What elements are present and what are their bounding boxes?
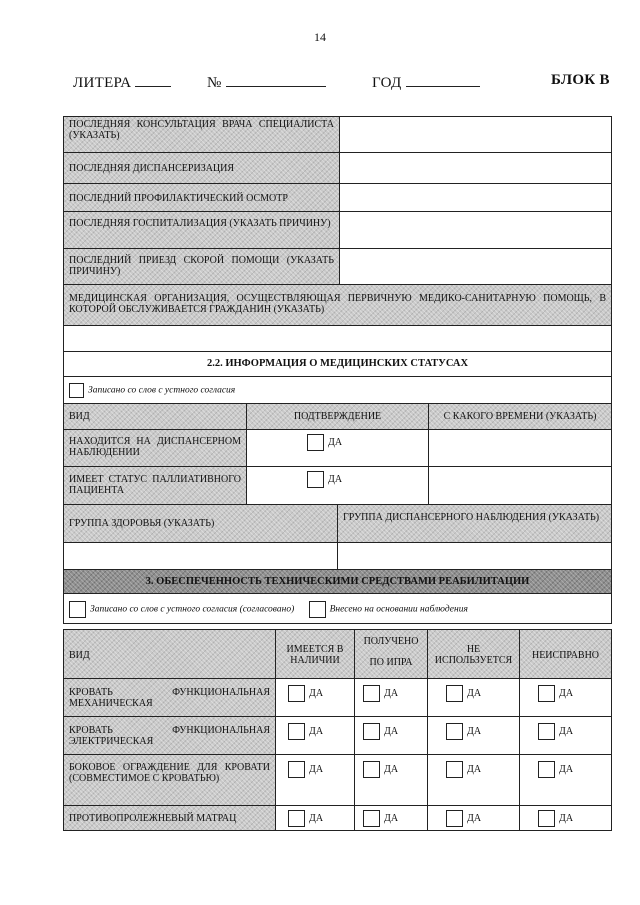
dispensary-observation-label: НАХОДИТСЯ НА ДИСПАНСЕРНОМ НАБЛЮДЕНИИ: [63, 429, 247, 467]
statuses-consent-checkbox[interactable]: [69, 383, 84, 398]
rehab-row-electric-bed-received: [354, 716, 428, 755]
rehab-consent-row: [63, 593, 612, 624]
dispensary-observation-confirm: [246, 429, 429, 467]
last-ambulance-input[interactable]: [339, 248, 612, 285]
number-label: №: [207, 75, 222, 91]
year-input-line[interactable]: [406, 72, 480, 87]
last-consultation-label: ПОСЛЕДНЯЯ КОНСУЛЬТАЦИЯ ВРАЧА СПЕЦИАЛИСТА (УКАЗАТЬ): [63, 116, 340, 153]
rehab-row-mattress-available: [275, 805, 355, 831]
yes-label: ДА: [328, 473, 343, 485]
rehab-header-not-used: НЕ ИСПОЛЬЗУЕТСЯ: [427, 629, 520, 679]
yes-label: ДА: [559, 725, 574, 737]
rehab-row-mattress-label: ПРОТИВОПРОЛЕЖНЕВЫЙ МАТРАЦ: [63, 805, 276, 831]
statuses-header-type: ВИД: [63, 403, 247, 430]
litera-field[interactable]: [73, 72, 171, 92]
statuses-section-title: 2.2. ИНФОРМАЦИЯ О МЕДИЦИНСКИХ СТАТУСАХ: [63, 351, 612, 377]
rehab-row-side-rail-label: БОКОВОЕ ОГРАЖДЕНИЕ ДЛЯ КРОВАТИ (СОВМЕСТИМОЕ С КРОВАТЬЮ): [63, 754, 276, 806]
rehab-header-received-sub: ПО ИПРА: [369, 657, 413, 668]
rehab-row-mattress-not-used: [427, 805, 520, 831]
rehab-row-mattress-broken: [519, 805, 612, 831]
yes-label: ДА: [328, 436, 343, 448]
received-checkbox[interactable]: [363, 810, 380, 827]
rehab-row-mechanical-bed-broken: [519, 678, 612, 717]
rehab-row-side-rail-available: [275, 754, 355, 806]
not-used-checkbox[interactable]: [446, 761, 463, 778]
yes-label: ДА: [384, 812, 399, 824]
palliative-status-since-input[interactable]: [428, 466, 612, 505]
medical-organization-label: МЕДИЦИНСКАЯ ОРГАНИЗАЦИЯ, ОСУЩЕСТВЛЯЮЩАЯ ПЕРВИЧНУЮ МЕДИКО-САНИТАРНУЮ ПОМОЩЬ, В КОТОРОЙ ОБСЛУЖИВАЕТСЯ ГРАЖДАНИН (УКАЗАТЬ): [63, 284, 612, 326]
not-used-checkbox[interactable]: [446, 685, 463, 702]
not-used-checkbox[interactable]: [446, 810, 463, 827]
year-field[interactable]: [372, 72, 480, 92]
rehab-row-side-rail-broken: [519, 754, 612, 806]
last-checkup-input[interactable]: [339, 183, 612, 212]
yes-label: ДА: [467, 725, 482, 737]
rehab-row-mechanical-bed-received: [354, 678, 428, 717]
rehab-row-mechanical-bed-label: КРОВАТЬ ФУНКЦИОНАЛЬНАЯ МЕХАНИЧЕСКАЯ: [63, 678, 276, 717]
medical-organization-input[interactable]: [63, 325, 612, 352]
rehab-row-side-rail-not-used: [427, 754, 520, 806]
rehab-row-mechanical-bed-available: [275, 678, 355, 717]
rehab-consent-oral-label: Записано со слов с устного согласия (согласовано): [90, 604, 295, 615]
dispensary-observation-checkbox[interactable]: [307, 434, 324, 451]
yes-label: ДА: [559, 687, 574, 699]
block-label: БЛОК В: [551, 72, 610, 88]
statuses-header-since: С КАКОГО ВРЕМЕНИ (УКАЗАТЬ): [428, 403, 612, 430]
rehab-header-available: ИМЕЕТСЯ В НАЛИЧИИ: [275, 629, 355, 679]
rehab-consent-observation-label: Внесено на основании наблюдения: [329, 604, 468, 615]
statuses-header-confirmation: ПОДТВЕРЖДЕНИЕ: [246, 403, 429, 430]
last-dispensary-label: ПОСЛЕДНЯЯ ДИСПАНСЕРИЗАЦИЯ: [63, 152, 340, 184]
yes-label: ДА: [384, 725, 399, 737]
litera-label: ЛИТЕРА: [73, 75, 132, 91]
statuses-consent-label: Записано со слов с устного согласия: [88, 385, 236, 396]
last-hospitalization-label: ПОСЛЕДНЯЯ ГОСПИТАЛИЗАЦИЯ (УКАЗАТЬ ПРИЧИНУ): [63, 211, 340, 249]
received-checkbox[interactable]: [363, 723, 380, 740]
yes-label: ДА: [309, 763, 324, 775]
yes-label: ДА: [309, 812, 324, 824]
yes-label: ДА: [309, 725, 324, 737]
broken-checkbox[interactable]: [538, 761, 555, 778]
last-hospitalization-input[interactable]: [339, 211, 612, 249]
last-ambulance-label: ПОСЛЕДНИЙ ПРИЕЗД СКОРОЙ ПОМОЩИ (УКАЗАТЬ ПРИЧИНУ): [63, 248, 340, 285]
dispensary-group-label: ГРУППА ДИСПАНСЕРНОГО НАБЛЮДЕНИЯ (УКАЗАТЬ): [337, 504, 612, 543]
rehab-consent-observation-checkbox[interactable]: [309, 601, 326, 618]
available-checkbox[interactable]: [288, 810, 305, 827]
rehab-row-mattress-received: [354, 805, 428, 831]
litera-input-line[interactable]: [135, 72, 171, 87]
yes-label: ДА: [384, 687, 399, 699]
statuses-consent-row: [63, 376, 612, 404]
received-checkbox[interactable]: [363, 685, 380, 702]
rehab-header-received: [354, 629, 428, 679]
yes-label: ДА: [309, 687, 324, 699]
health-group-label: ГРУППА ЗДОРОВЬЯ (УКАЗАТЬ): [63, 504, 338, 543]
rehab-header-broken: НЕИСПРАВНО: [519, 629, 612, 679]
available-checkbox[interactable]: [288, 723, 305, 740]
broken-checkbox[interactable]: [538, 685, 555, 702]
rehab-header-received-label: ПОЛУЧЕНО: [363, 636, 419, 647]
yes-label: ДА: [559, 812, 574, 824]
received-checkbox[interactable]: [363, 761, 380, 778]
rehab-section-title: 3. ОБЕСПЕЧЕННОСТЬ ТЕХНИЧЕСКИМИ СРЕДСТВАМИ РЕАБИЛИТАЦИИ: [63, 569, 612, 594]
health-group-input[interactable]: [63, 542, 338, 570]
last-consultation-input[interactable]: [339, 116, 612, 153]
palliative-status-confirm: [246, 466, 429, 505]
rehab-row-electric-bed-broken: [519, 716, 612, 755]
yes-label: ДА: [467, 687, 482, 699]
rehab-row-electric-bed-not-used: [427, 716, 520, 755]
number-input-line[interactable]: [226, 72, 326, 87]
rehab-header-type: ВИД: [63, 629, 276, 679]
rehab-row-electric-bed-available: [275, 716, 355, 755]
yes-label: ДА: [467, 763, 482, 775]
available-checkbox[interactable]: [288, 761, 305, 778]
page-number: 14: [314, 30, 326, 44]
dispensary-group-input[interactable]: [337, 542, 612, 570]
last-dispensary-input[interactable]: [339, 152, 612, 184]
rehab-consent-oral-checkbox[interactable]: [69, 601, 86, 618]
palliative-status-label: ИМЕЕТ СТАТУС ПАЛЛИАТИВНОГО ПАЦИЕНТА: [63, 466, 247, 505]
not-used-checkbox[interactable]: [446, 723, 463, 740]
broken-checkbox[interactable]: [538, 723, 555, 740]
broken-checkbox[interactable]: [538, 810, 555, 827]
year-label: ГОД: [372, 75, 402, 91]
rehab-row-side-rail-received: [354, 754, 428, 806]
last-checkup-label: ПОСЛЕДНИЙ ПРОФИЛАКТИЧЕСКИЙ ОСМОТР: [63, 183, 340, 212]
palliative-status-checkbox[interactable]: [307, 471, 324, 488]
available-checkbox[interactable]: [288, 685, 305, 702]
dispensary-observation-since-input[interactable]: [428, 429, 612, 467]
rehab-row-mechanical-bed-not-used: [427, 678, 520, 717]
number-field[interactable]: [207, 72, 326, 92]
yes-label: ДА: [467, 812, 482, 824]
rehab-row-electric-bed-label: КРОВАТЬ ФУНКЦИОНАЛЬНАЯ ЭЛЕКТРИЧЕСКАЯ: [63, 716, 276, 755]
yes-label: ДА: [384, 763, 399, 775]
yes-label: ДА: [559, 763, 574, 775]
